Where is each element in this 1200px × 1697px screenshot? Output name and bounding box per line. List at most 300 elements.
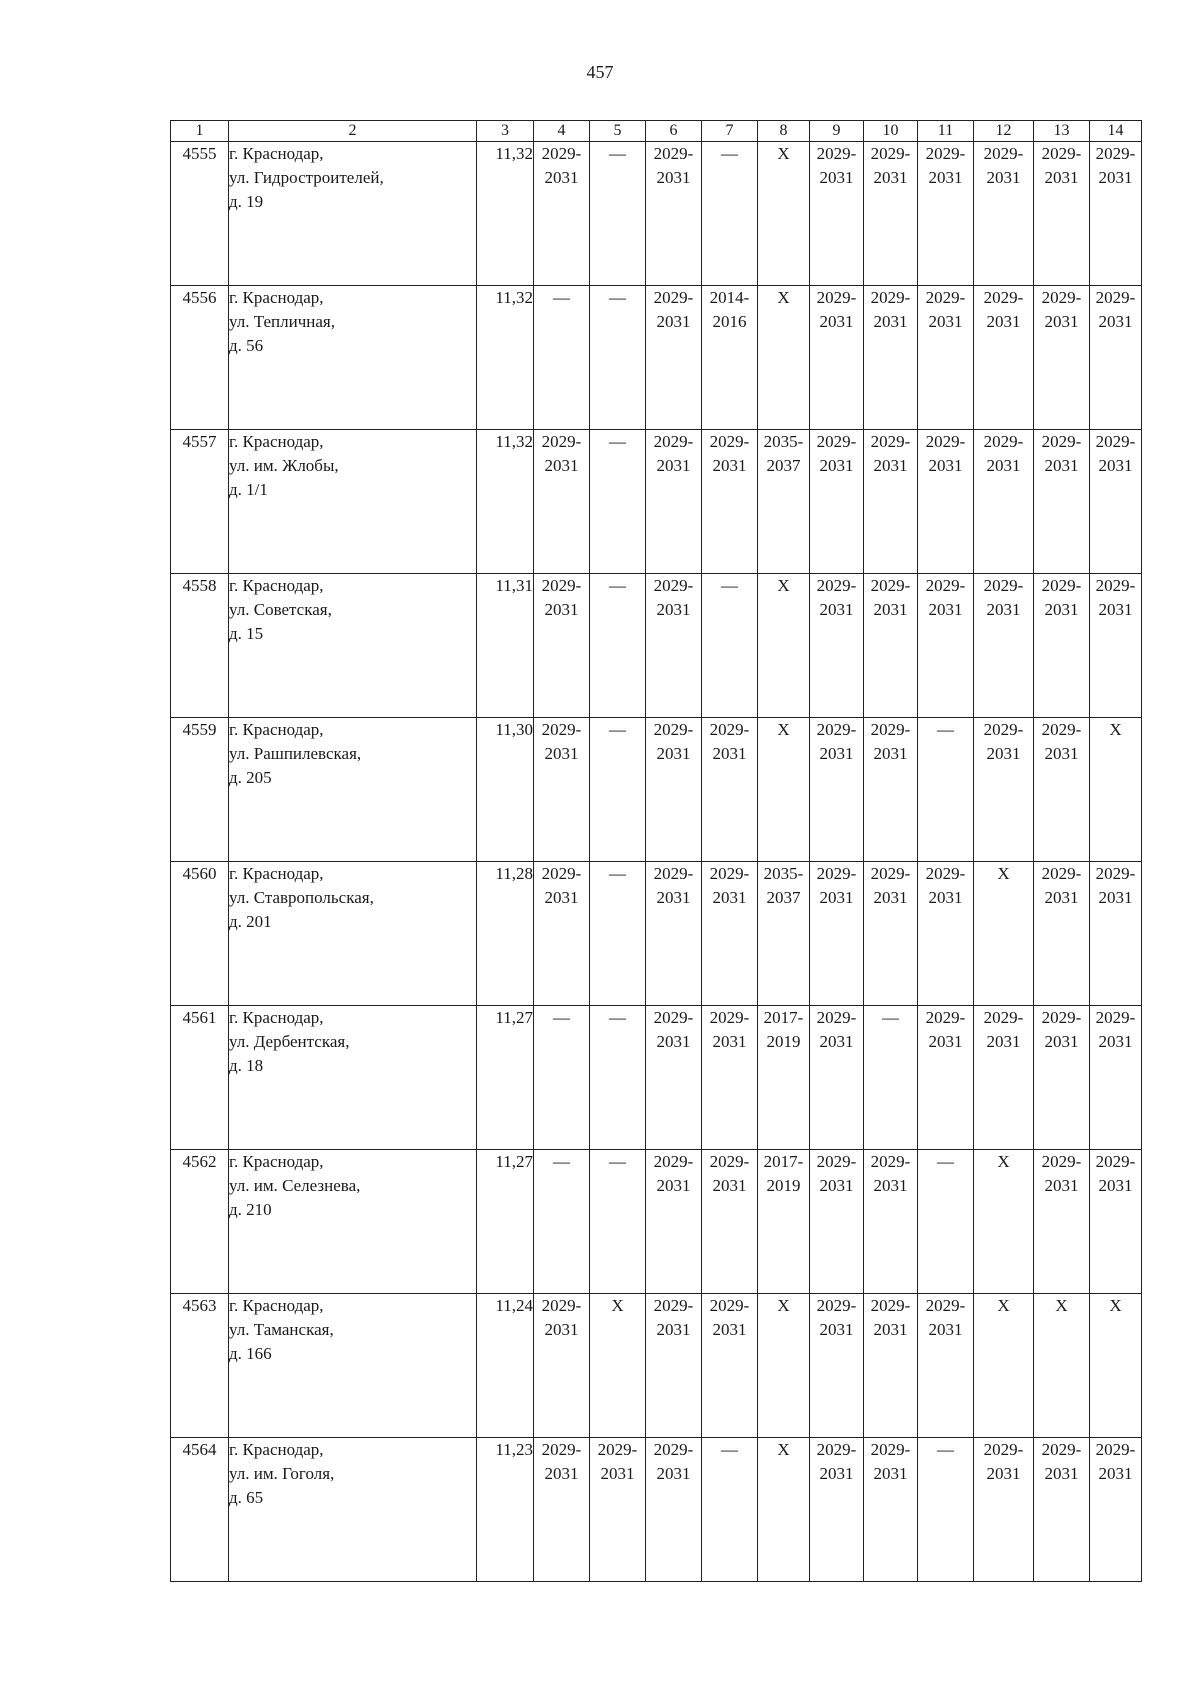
period-line: 2031	[656, 312, 691, 331]
period-cell	[590, 718, 646, 862]
period-line: 2031	[712, 1032, 747, 1051]
period-line: 2029-	[816, 288, 857, 307]
period-line: 2031	[986, 312, 1021, 331]
address-line: д. 19	[229, 192, 264, 211]
period-line: 2029-	[653, 1152, 694, 1171]
period-line: 2031	[1044, 1176, 1079, 1195]
address-line: д. 201	[229, 912, 272, 931]
period-cell	[918, 286, 974, 430]
period-line: —	[609, 720, 626, 739]
period-cell	[1090, 574, 1142, 718]
value-cell: 11,30	[477, 718, 534, 862]
address-line: д. 1/1	[229, 480, 268, 499]
period-cell	[974, 718, 1034, 862]
address-line: г. Краснодар,	[229, 432, 324, 451]
period-line: 2029-	[653, 864, 694, 883]
period-line: 2029-	[1041, 1152, 1082, 1171]
period-line: 2031	[873, 600, 908, 619]
period-cell	[646, 574, 702, 718]
period-line: 2031	[1098, 888, 1133, 907]
period-line: 2031	[986, 1464, 1021, 1483]
period-cell	[918, 430, 974, 574]
period-line: 2031	[1098, 1176, 1133, 1195]
period-line: 2031	[1098, 312, 1133, 331]
column-header: 4	[534, 121, 590, 142]
period-cell	[646, 1006, 702, 1150]
period-cell	[702, 430, 758, 574]
period-cell	[1090, 1006, 1142, 1150]
period-cell	[758, 1150, 810, 1294]
period-cell	[646, 1438, 702, 1582]
period-cell	[758, 430, 810, 574]
period-line: 2029-	[925, 288, 966, 307]
period-cell	[918, 718, 974, 862]
period-cell	[1090, 142, 1142, 286]
column-header: 9	[810, 121, 864, 142]
period-line: 2031	[544, 456, 579, 475]
address-line: г. Краснодар,	[229, 864, 324, 883]
column-header: 2	[229, 121, 477, 142]
period-line: 2031	[656, 600, 691, 619]
period-line: 2029-	[1095, 1440, 1136, 1459]
period-line: 2031	[928, 168, 963, 187]
period-line: 2031	[873, 1176, 908, 1195]
address-line: г. Краснодар,	[229, 1152, 324, 1171]
address-cell	[229, 862, 477, 1006]
period-line: 2031	[819, 168, 854, 187]
period-cell	[974, 430, 1034, 574]
period-line: 2031	[656, 168, 691, 187]
period-cell	[702, 1006, 758, 1150]
period-line: 2016	[712, 312, 747, 331]
period-cell	[864, 286, 918, 430]
period-cell	[918, 1150, 974, 1294]
period-cell	[646, 862, 702, 1006]
address-cell	[229, 1438, 477, 1582]
period-line: X	[777, 576, 790, 595]
column-header: 3	[477, 121, 534, 142]
period-cell	[974, 1150, 1034, 1294]
period-line: 2019	[766, 1176, 801, 1195]
period-line: 2031	[656, 744, 691, 763]
period-line: 2031	[873, 168, 908, 187]
period-cell	[810, 430, 864, 574]
period-line: —	[553, 288, 570, 307]
period-cell	[534, 430, 590, 574]
period-line: 2031	[819, 744, 854, 763]
period-cell	[1090, 286, 1142, 430]
period-cell	[974, 1294, 1034, 1438]
period-line: 2031	[1044, 312, 1079, 331]
period-cell	[1034, 862, 1090, 1006]
period-line: X	[997, 1296, 1010, 1315]
period-cell	[1034, 1294, 1090, 1438]
table-row	[171, 718, 1142, 862]
period-line: 2031	[986, 600, 1021, 619]
period-line: 2029-	[870, 1296, 911, 1315]
period-line: 2029-	[541, 144, 582, 163]
period-cell	[864, 1294, 918, 1438]
period-line: 2029-	[983, 288, 1024, 307]
period-line: 2019	[766, 1032, 801, 1051]
period-line: 2031	[1098, 1032, 1133, 1051]
period-line: 2029-	[870, 432, 911, 451]
table-row	[171, 1294, 1142, 1438]
period-line: 2031	[873, 1320, 908, 1339]
period-line: 2031	[928, 456, 963, 475]
period-line: 2031	[873, 1464, 908, 1483]
period-line: X	[777, 1296, 790, 1315]
address-line: д. 166	[229, 1344, 272, 1363]
period-cell	[918, 1438, 974, 1582]
period-line: 2035-	[763, 864, 804, 883]
period-line: 2031	[544, 600, 579, 619]
column-header: 7	[702, 121, 758, 142]
period-line: X	[1109, 1296, 1122, 1315]
period-line: 2029-	[870, 1440, 911, 1459]
period-cell	[646, 1150, 702, 1294]
row-number: 4556	[171, 286, 229, 430]
period-cell	[590, 1150, 646, 1294]
value-cell: 11,24	[477, 1294, 534, 1438]
column-header: 6	[646, 121, 702, 142]
period-line: 2029-	[983, 144, 1024, 163]
period-line: 2029-	[870, 288, 911, 307]
address-line: ул. Дербентская,	[229, 1032, 350, 1051]
period-line: 2031	[656, 1464, 691, 1483]
period-line: 2029-	[925, 864, 966, 883]
period-line: —	[609, 432, 626, 451]
period-cell	[918, 142, 974, 286]
period-cell	[534, 1006, 590, 1150]
period-cell	[918, 1006, 974, 1150]
period-cell	[1034, 430, 1090, 574]
period-cell	[758, 142, 810, 286]
period-line: 2031	[544, 744, 579, 763]
period-line: 2031	[1044, 744, 1079, 763]
address-line: ул. им. Гоголя,	[229, 1464, 335, 1483]
table-row	[171, 1006, 1142, 1150]
address-line: д. 210	[229, 1200, 272, 1219]
period-line: 2031	[986, 744, 1021, 763]
period-cell	[702, 718, 758, 862]
period-cell	[864, 718, 918, 862]
period-cell	[810, 1294, 864, 1438]
period-line: 2029-	[653, 720, 694, 739]
column-header: 12	[974, 121, 1034, 142]
period-line: 2029-	[816, 1296, 857, 1315]
period-line: 2029-	[870, 864, 911, 883]
period-cell	[918, 1294, 974, 1438]
period-line: 2031	[819, 1176, 854, 1195]
row-number: 4559	[171, 718, 229, 862]
period-line: 2031	[1098, 600, 1133, 619]
period-cell	[646, 430, 702, 574]
period-cell	[974, 142, 1034, 286]
period-cell	[590, 142, 646, 286]
period-line: X	[777, 1440, 790, 1459]
period-line: 2029-	[816, 864, 857, 883]
value-cell: 11,27	[477, 1150, 534, 1294]
period-cell	[864, 430, 918, 574]
table-row	[171, 1150, 1142, 1294]
period-line: 2037	[766, 888, 801, 907]
address-line: г. Краснодар,	[229, 144, 324, 163]
period-line: X	[611, 1296, 624, 1315]
period-cell	[590, 430, 646, 574]
period-line: 2029-	[541, 720, 582, 739]
period-cell	[758, 1006, 810, 1150]
period-line: 2031	[1044, 888, 1079, 907]
period-line: X	[997, 1152, 1010, 1171]
period-cell	[590, 1006, 646, 1150]
address-cell	[229, 574, 477, 718]
value-cell: 11,32	[477, 430, 534, 574]
period-line: 2031	[656, 1176, 691, 1195]
period-cell	[1090, 718, 1142, 862]
period-cell	[864, 1150, 918, 1294]
period-line: —	[937, 1152, 954, 1171]
period-line: 2031	[1044, 456, 1079, 475]
value-cell: 11,32	[477, 142, 534, 286]
period-cell	[918, 574, 974, 718]
address-line: д. 15	[229, 624, 264, 643]
period-line: 2031	[819, 312, 854, 331]
period-line: 2031	[1098, 1464, 1133, 1483]
period-line: 2029-	[1095, 864, 1136, 883]
period-line: 2029-	[653, 1440, 694, 1459]
address-line: д. 65	[229, 1488, 264, 1507]
period-line: 2029-	[709, 1296, 750, 1315]
column-header: 10	[864, 121, 918, 142]
period-cell	[702, 1294, 758, 1438]
period-cell	[1090, 1438, 1142, 1582]
period-line: X	[1055, 1296, 1068, 1315]
period-line: 2031	[928, 1032, 963, 1051]
period-cell	[1034, 1150, 1090, 1294]
period-cell	[702, 574, 758, 718]
period-cell	[702, 1438, 758, 1582]
period-line: 2029-	[816, 1152, 857, 1171]
period-cell	[1034, 1438, 1090, 1582]
table-row	[171, 574, 1142, 718]
table-row	[171, 862, 1142, 1006]
period-line: 2029-	[1095, 144, 1136, 163]
period-line: 2031	[712, 744, 747, 763]
period-line: 2029-	[541, 1296, 582, 1315]
address-line: г. Краснодар,	[229, 1440, 324, 1459]
period-line: 2031	[1098, 456, 1133, 475]
period-cell	[702, 286, 758, 430]
period-line: 2029-	[816, 1440, 857, 1459]
period-line: —	[721, 576, 738, 595]
address-line: ул. Ставропольская,	[229, 888, 374, 907]
period-line: 2029-	[541, 1440, 582, 1459]
period-line: 2017-	[763, 1152, 804, 1171]
period-line: 2029-	[925, 432, 966, 451]
period-line: 2031	[712, 456, 747, 475]
column-header: 8	[758, 121, 810, 142]
row-number: 4564	[171, 1438, 229, 1582]
period-line: 2029-	[653, 576, 694, 595]
address-cell	[229, 286, 477, 430]
value-cell: 11,31	[477, 574, 534, 718]
period-line: —	[553, 1008, 570, 1027]
address-line: д. 205	[229, 768, 272, 787]
address-cell	[229, 142, 477, 286]
period-line: 2029-	[1095, 1008, 1136, 1027]
row-number: 4558	[171, 574, 229, 718]
table-row	[171, 286, 1142, 430]
period-cell	[974, 1438, 1034, 1582]
period-line: 2029-	[709, 1008, 750, 1027]
period-line: 2031	[819, 1320, 854, 1339]
period-line: 2029-	[541, 576, 582, 595]
address-line: ул. им. Жлобы,	[229, 456, 339, 475]
period-line: 2029-	[1041, 720, 1082, 739]
period-line: 2031	[819, 1464, 854, 1483]
period-line: 2029-	[1041, 864, 1082, 883]
period-line: 2029-	[653, 288, 694, 307]
address-cell	[229, 1294, 477, 1438]
period-line: 2031	[544, 168, 579, 187]
period-cell	[534, 1438, 590, 1582]
period-cell	[590, 862, 646, 1006]
period-line: 2029-	[870, 720, 911, 739]
address-line: д. 56	[229, 336, 264, 355]
period-line: 2029-	[1041, 144, 1082, 163]
period-cell	[534, 286, 590, 430]
period-line: 2029-	[709, 1152, 750, 1171]
period-line: 2029-	[653, 432, 694, 451]
period-line: 2031	[819, 1032, 854, 1051]
period-line: 2031	[656, 888, 691, 907]
period-cell	[702, 862, 758, 1006]
period-cell	[1034, 574, 1090, 718]
period-line: 2031	[1044, 168, 1079, 187]
period-line: 2031	[986, 456, 1021, 475]
period-line: 2029-	[1095, 432, 1136, 451]
period-line: 2029-	[983, 1440, 1024, 1459]
period-line: 2031	[544, 1464, 579, 1483]
address-cell	[229, 430, 477, 574]
table-row	[171, 1438, 1142, 1582]
period-cell	[1034, 286, 1090, 430]
period-line: 2029-	[925, 1008, 966, 1027]
period-line: 2029-	[1041, 288, 1082, 307]
period-cell	[646, 142, 702, 286]
period-line: 2031	[819, 888, 854, 907]
period-line: 2029-	[597, 1440, 638, 1459]
address-line: ул. Гидростроителей,	[229, 168, 384, 187]
period-line: 2029-	[870, 1152, 911, 1171]
period-cell	[810, 1150, 864, 1294]
period-cell	[1034, 718, 1090, 862]
period-line: 2031	[819, 600, 854, 619]
period-line: X	[1109, 720, 1122, 739]
period-cell	[590, 574, 646, 718]
period-line: 2029-	[925, 144, 966, 163]
period-line: 2017-	[763, 1008, 804, 1027]
period-cell	[810, 574, 864, 718]
period-line: 2031	[986, 1032, 1021, 1051]
period-line: 2029-	[925, 1296, 966, 1315]
period-line: 2031	[656, 456, 691, 475]
period-line: 2029-	[541, 432, 582, 451]
period-cell	[810, 142, 864, 286]
page-number: 457	[586, 62, 614, 82]
value-cell: 11,27	[477, 1006, 534, 1150]
period-line: 2029-	[1095, 1152, 1136, 1171]
row-number: 4560	[171, 862, 229, 1006]
period-line: 2031	[873, 888, 908, 907]
period-line: 2031	[928, 1320, 963, 1339]
period-line: 2031	[656, 1032, 691, 1051]
address-line: ул. Советская,	[229, 600, 332, 619]
period-cell	[974, 286, 1034, 430]
period-line: 2031	[986, 168, 1021, 187]
period-cell	[1090, 1294, 1142, 1438]
period-line: —	[609, 576, 626, 595]
column-header: 5	[590, 121, 646, 142]
period-line: 2031	[600, 1464, 635, 1483]
period-cell	[758, 286, 810, 430]
period-line: 2037	[766, 456, 801, 475]
period-line: 2029-	[1041, 432, 1082, 451]
period-cell	[864, 574, 918, 718]
address-line: г. Краснодар,	[229, 576, 324, 595]
period-cell	[590, 286, 646, 430]
period-line: 2029-	[816, 576, 857, 595]
period-line: 2029-	[816, 432, 857, 451]
table-body	[171, 142, 1142, 1582]
register-table	[170, 120, 1142, 1582]
period-line: 2029-	[1041, 1008, 1082, 1027]
period-line: 2031	[1044, 1464, 1079, 1483]
period-line: 2029-	[983, 720, 1024, 739]
period-cell	[864, 1438, 918, 1582]
period-cell	[810, 862, 864, 1006]
period-line: —	[609, 144, 626, 163]
value-cell: 11,28	[477, 862, 534, 1006]
period-line: —	[609, 1008, 626, 1027]
period-cell	[534, 142, 590, 286]
row-number: 4555	[171, 142, 229, 286]
header-row	[171, 121, 1142, 142]
period-cell	[758, 862, 810, 1006]
period-cell	[646, 1294, 702, 1438]
period-cell	[1090, 430, 1142, 574]
period-line: 2029-	[1095, 288, 1136, 307]
period-line: 2029-	[983, 1008, 1024, 1027]
period-cell	[810, 718, 864, 862]
address-line: г. Краснодар,	[229, 1296, 324, 1315]
period-line: —	[721, 1440, 738, 1459]
period-line: 2029-	[653, 144, 694, 163]
period-cell	[534, 1294, 590, 1438]
period-line: 2029-	[1095, 576, 1136, 595]
row-number: 4557	[171, 430, 229, 574]
column-header: 13	[1034, 121, 1090, 142]
period-line: 2031	[712, 1320, 747, 1339]
period-line: 2029-	[925, 576, 966, 595]
period-line: 2029-	[1041, 576, 1082, 595]
period-cell	[534, 718, 590, 862]
period-cell	[1090, 862, 1142, 1006]
period-cell	[1090, 1150, 1142, 1294]
table-row	[171, 142, 1142, 286]
period-line: 2029-	[653, 1296, 694, 1315]
